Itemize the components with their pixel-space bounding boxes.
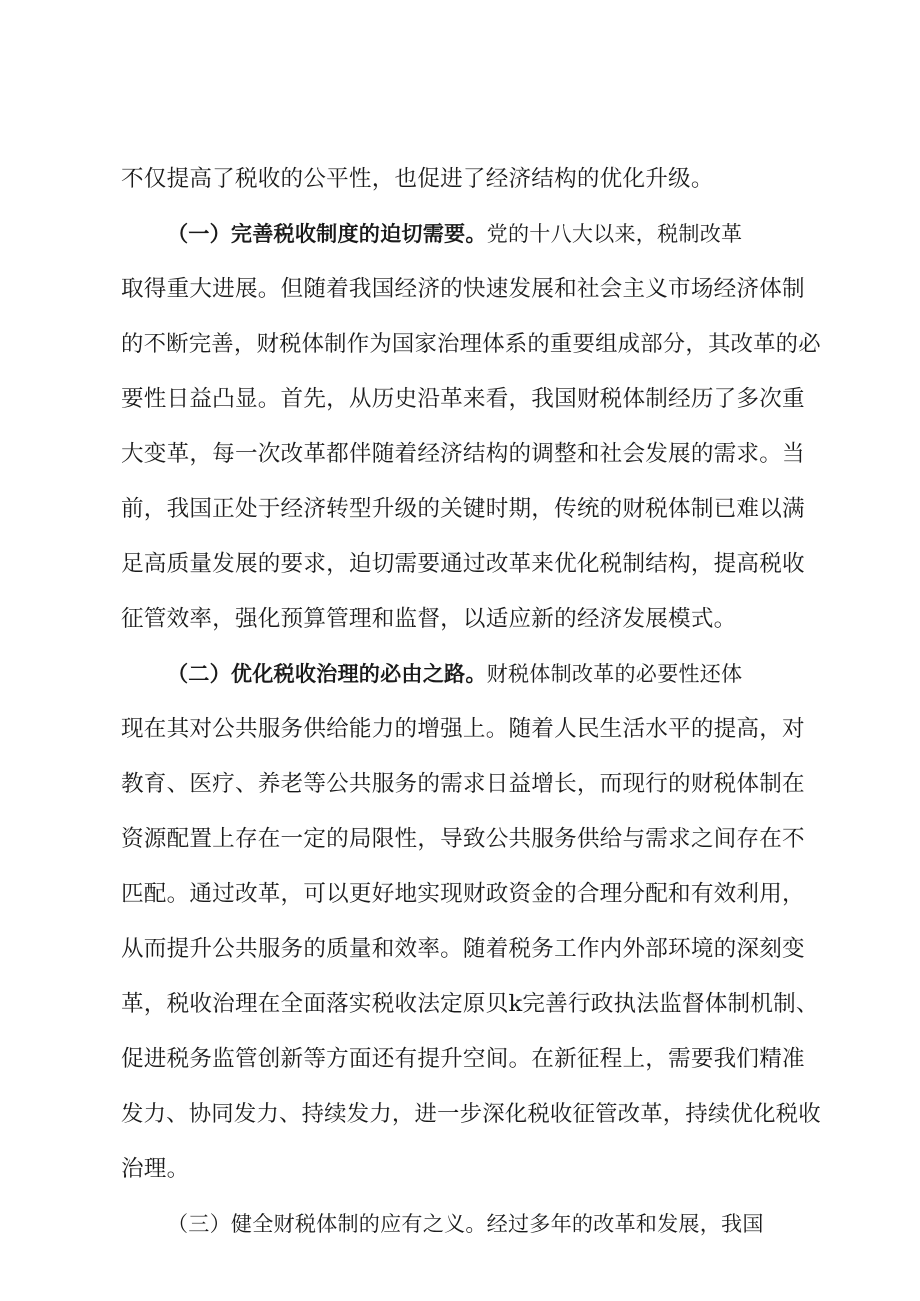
text-run: 促进税务监管创新等方面还有提升空间。在新征程上，需要我们精准 — [121, 1046, 805, 1072]
text-line — [121, 269, 821, 309]
text-line — [121, 709, 821, 749]
text-line — [121, 874, 821, 914]
text-run: 大变革，每一次改革都伴随着经济结构的调整和社会发展的需求。当 — [121, 441, 805, 467]
text-run: 要性日益凸显。首先，从历史沿革来看，我国财税体制经历了多次重 — [121, 386, 805, 412]
text-run: 取得重大进展。但随着我国经济的快速发展和社会主义市场经济体制 — [121, 276, 805, 302]
text-line — [121, 489, 821, 529]
text-run: 革，税收治理在全面落实税收法定原贝k完善行政执法监督体制机制、 — [121, 991, 819, 1017]
text-line — [121, 379, 821, 419]
section-heading-line — [167, 1204, 867, 1244]
section-heading-3: （三）健全财税体制的应有之义。经过多年的改革和发展，我国 — [167, 1211, 764, 1236]
text-line — [121, 1039, 821, 1079]
text-run: 从而提升公共服务的质量和效率。随着税务工作内外部环境的深刻变 — [121, 936, 805, 962]
section-heading-1: （一）完善税收制度的迫切需要。 — [167, 221, 487, 246]
text-run: 现在其对公共服务供给能力的增强上。随着人民生活水平的提高，对 — [121, 716, 805, 742]
text-run: 不仅提高了税收的公平性，也促进了经济结构的优化升级。 — [121, 166, 714, 192]
text-line — [121, 764, 821, 804]
text-line — [121, 434, 821, 474]
text-run: 治理。 — [121, 1156, 190, 1182]
text-line — [121, 324, 821, 364]
text-run: 资源配置上存在一定的局限性，导致公共服务供给与需求之间存在不 — [121, 826, 805, 852]
text-run: 发力、协同发力、持续发力，进一步深化税收征管改革，持续优化税收 — [121, 1101, 821, 1127]
text-run: 的不断完善，财税体制作为国家治理体系的重要组成部分，其改革的必 — [121, 331, 821, 357]
text-line — [121, 1149, 821, 1189]
text-line — [121, 1094, 821, 1134]
section-heading-2: （二）优化税收治理的必由之路。 — [167, 661, 487, 686]
text-line — [121, 984, 821, 1024]
text-line — [121, 819, 821, 859]
text-line — [121, 159, 821, 199]
text-run: 教育、医疗、养老等公共服务的需求日益增长，而现行的财税体制在 — [121, 771, 805, 797]
text-run: 前，我国正处于经济转型升级的关键时期，传统的财税体制已难以满 — [121, 496, 805, 522]
text-line — [121, 544, 821, 584]
text-line — [121, 929, 821, 969]
text-run: 征管效率，强化预算管理和监督，以适应新的经济发展模式。 — [121, 606, 737, 632]
section-heading-line — [167, 654, 867, 694]
text-line — [121, 599, 821, 639]
text-run: 党的十八大以来，税制改革 — [486, 221, 743, 246]
section-heading-line — [167, 214, 867, 254]
text-run: 财税体制改革的必要性还体 — [486, 661, 743, 686]
text-run: 足高质量发展的要求，迫切需要通过改革来优化税制结构，提高税收 — [121, 551, 805, 577]
text-run: 匹配。通过改革，可以更好地实现财政资金的合理分配和有效利用， — [121, 881, 805, 907]
